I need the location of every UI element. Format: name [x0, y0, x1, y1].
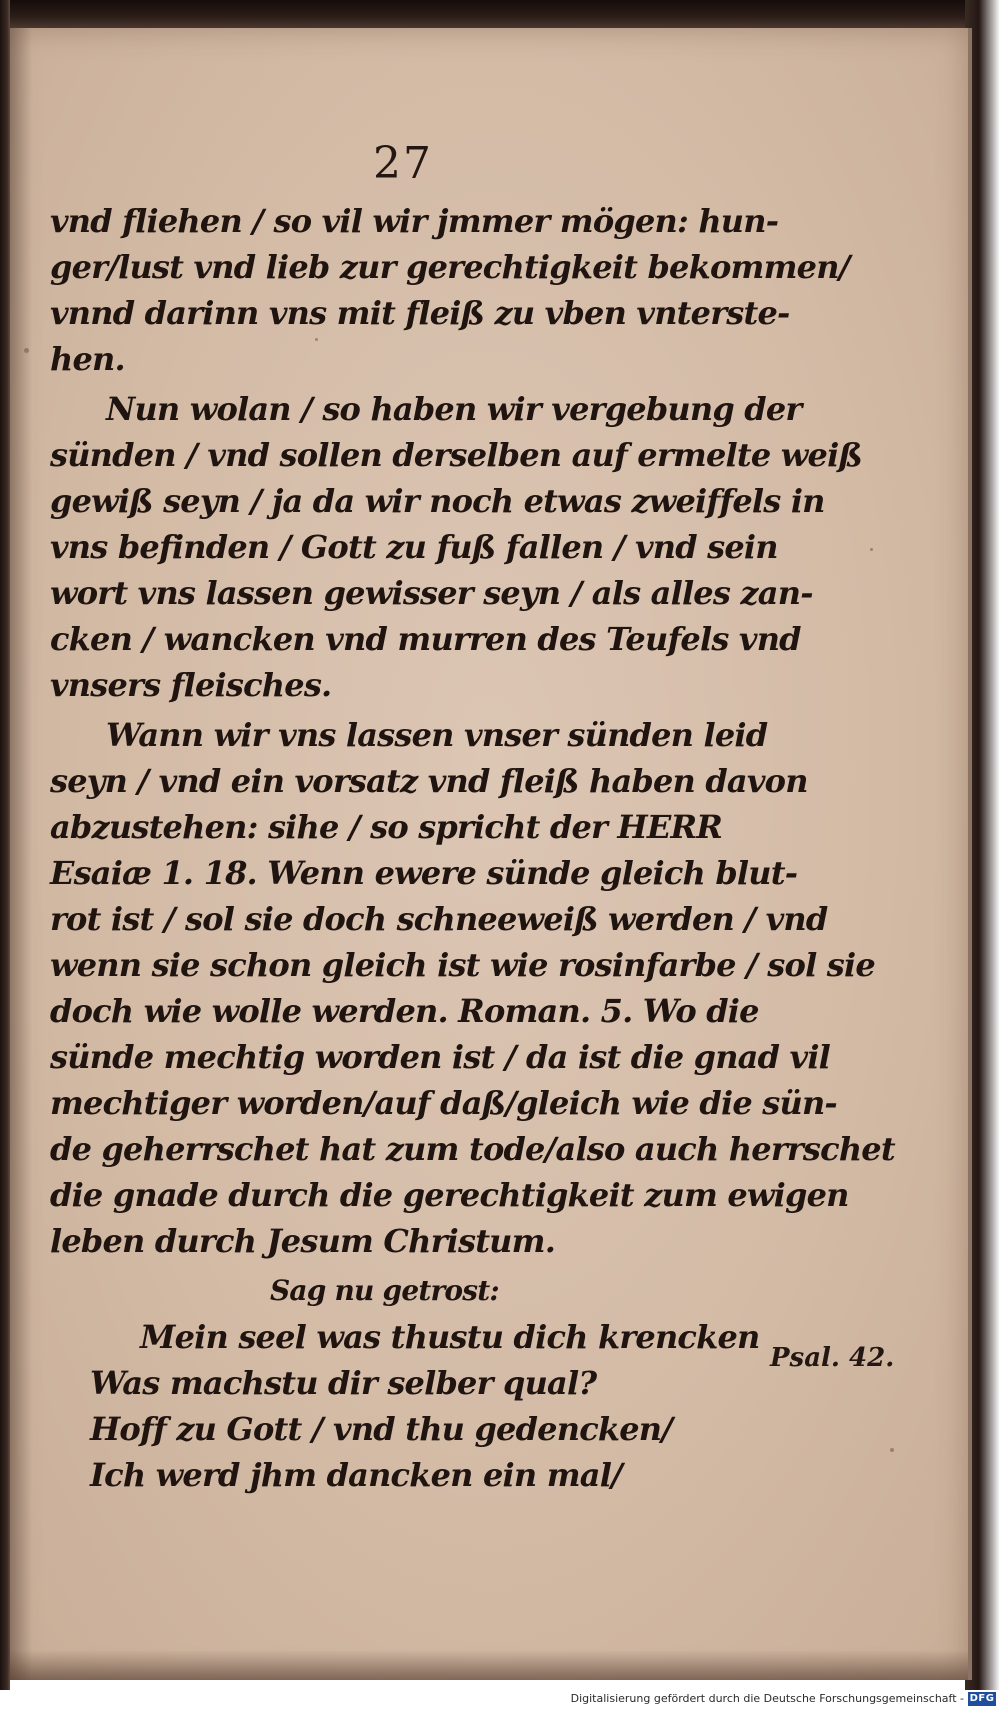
scan-border-top [0, 0, 970, 28]
verse-line: Mein seel was thustu dich krencken [140, 1318, 760, 1356]
text-line: Sag nu getrost: [270, 1274, 499, 1307]
text-line: seyn / vnd ein vorsatz vnd fleiß haben davon [50, 762, 808, 800]
verse-line: Ich werd jhm dancken ein mal/ [90, 1456, 622, 1494]
text-line: Esaiæ 1. 18. Wenn ewere sünde gleich blut- [50, 854, 798, 892]
text-line: vnd fliehen / so vil wir jmmer mögen: hun- [50, 202, 779, 240]
text-line: rot ist / sol sie doch schneeweiß werden / vnd [50, 900, 828, 938]
scan-border-left [0, 0, 10, 1690]
text-line: leben durch Jesum Christum. [50, 1222, 556, 1260]
page-gutter-shadow [10, 28, 32, 1680]
paper-speck [890, 1448, 894, 1452]
text-line: abzustehen: sihe / so spricht der HERR [50, 808, 723, 846]
text-line: Wann wir vns lassen vnser sünden leid [106, 716, 768, 754]
text-line: mechtiger worden/auf daß/gleich wie die sün- [50, 1084, 837, 1122]
text-line: cken / wancken vnd murren des Teufels vnd [50, 620, 801, 658]
text-line: wenn sie schon gleich ist wie rosinfarbe / sol sie [50, 946, 875, 984]
text-line: vnnd darinn vns mit fleiß zu vben vnterste- [50, 294, 790, 332]
paper-speck [870, 548, 873, 551]
page-bottom-shadow [10, 1650, 968, 1680]
verse-line: Was machstu dir selber qual? [90, 1364, 597, 1402]
text-line: doch wie wolle werden. Roman. 5. Wo die [50, 992, 759, 1030]
text-line: vnsers fleisches. [50, 666, 332, 704]
text-line: wort vns lassen gewisser seyn / als alles zan- [50, 574, 813, 612]
paper-speck [24, 348, 29, 353]
text-line: die gnade durch die gerechtigkeit zum ewigen [50, 1176, 849, 1214]
text-line: Nun wolan / so haben wir vergebung der [106, 390, 802, 428]
book-page [10, 28, 972, 1680]
page-number: 27 [373, 138, 433, 189]
verse-line: Hoff zu Gott / vnd thu gedencken/ [90, 1410, 673, 1448]
text-line: sünde mechtig worden ist / da ist die gnad vil [50, 1038, 831, 1076]
margin-note: Psal. 42. [770, 1343, 895, 1373]
text-line: hen. [50, 340, 125, 378]
text-line: vns befinden / Gott zu fuß fallen / vnd sein [50, 528, 778, 566]
dfg-logo: DFG [969, 1693, 995, 1704]
paper-speck [315, 338, 318, 341]
text-line: gewiß seyn / ja da wir noch etwas zweiffels in [50, 482, 825, 520]
text-line: de geherrschet hat zum tode/also auch herrschet [50, 1130, 895, 1168]
footer-credit: Digitalisierung gefördert durch die Deutsche Forschungsgemeinschaft - [570, 1692, 964, 1705]
text-line: ger/lust vnd lieb zur gerechtigkeit bekommen/ [50, 248, 850, 286]
text-line: sünden / vnd sollen derselben auf ermelte weiß [50, 436, 862, 474]
